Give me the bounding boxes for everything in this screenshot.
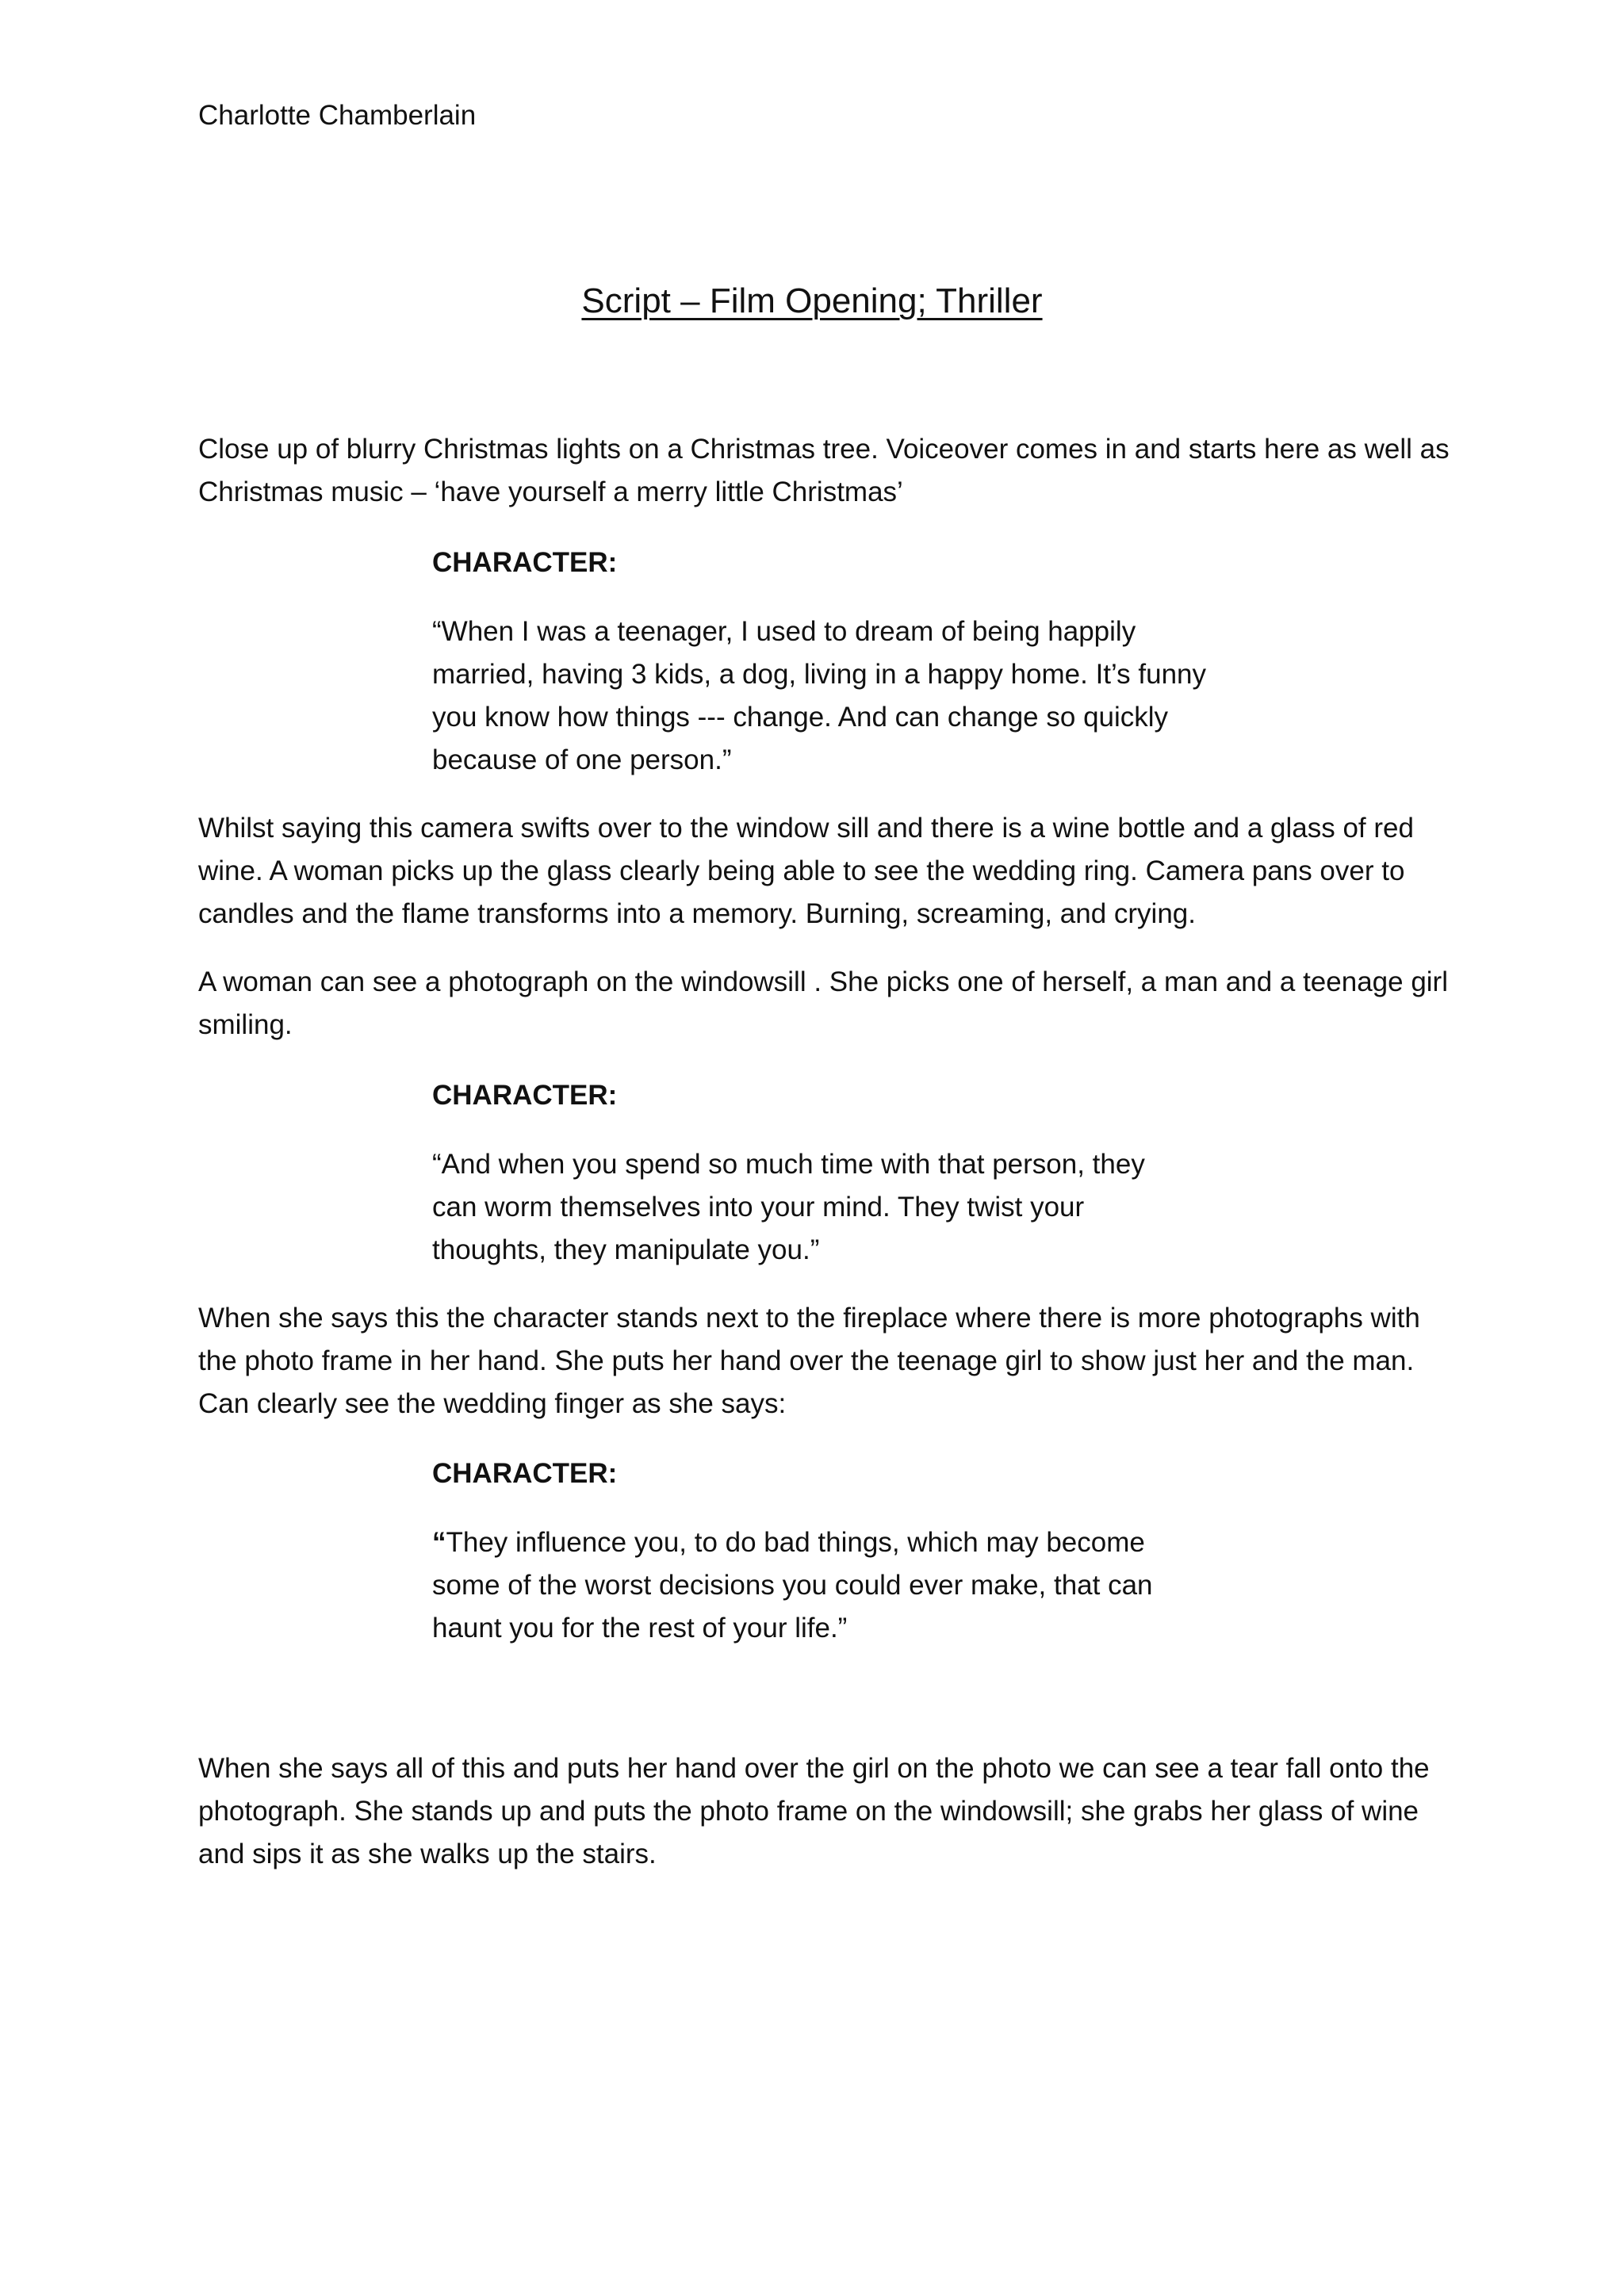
text-line: When she says this the character stands next to the fireplace where there is more photographs with (198, 1303, 1420, 1334)
dialogue-line: haunt you for the rest of your life.” (432, 1613, 848, 1644)
dialogue-line: you know how things --- change. And can change so quickly (432, 702, 1169, 733)
text-line: photograph. She stands up and puts the photo frame on the windowsill; she grabs her glass of wine (198, 1796, 1419, 1827)
text-line: wine. A woman picks up the glass clearly being able to see the wedding ring. Camera pans over to (198, 855, 1405, 886)
dialogue-block-3 (432, 1521, 1225, 1650)
action-paragraph-1 (198, 428, 1451, 514)
text-line: and sips it as she walks up the stairs. (198, 1839, 657, 1869)
dialogue-line: because of one person.” (432, 744, 732, 775)
text-line: Whilst saying this camera swifts over to the window sill and there is a wine bottle and a glass of red (198, 813, 1414, 844)
dialogue-line: “When I was a teenager, I used to dream of being happily (432, 616, 1136, 647)
dialogue-block-2 (432, 1143, 1225, 1272)
dialogue-block-1 (432, 610, 1225, 782)
dialogue-line: “And when you spend so much time with that person, they (432, 1149, 1145, 1180)
character-heading-2: CHARACTER: (432, 1080, 618, 1111)
text-line: Can clearly see the wedding finger as she says: (198, 1388, 787, 1419)
character-heading-3: CHARACTER: (432, 1458, 618, 1489)
opening-quote-mark: “ (432, 1527, 446, 1558)
dialogue-line: married, having 3 kids, a dog, living in a happy home. It’s funny (432, 659, 1207, 690)
page-title (0, 279, 1624, 323)
character-heading-1: CHARACTER: (432, 547, 618, 578)
text-line: Close up of blurry Christmas lights on a Christmas tree. Voiceover comes in and starts here as well as (198, 434, 1450, 465)
text-line: the photo frame in her hand. She puts her hand over the teenage girl to show just her and the man. (198, 1345, 1415, 1376)
action-paragraph-5 (198, 1747, 1451, 1876)
text-line: Christmas music – ‘have yourself a merry little Christmas’ (198, 476, 903, 507)
action-paragraph-3 (198, 961, 1451, 1047)
dialogue-line: can worm themselves into your mind. They twist your (432, 1192, 1085, 1223)
author-name: Charlotte Chamberlain (198, 100, 477, 131)
text-line: candles and the flame transforms into a memory. Burning, screaming, and crying. (198, 898, 1196, 929)
text-line: smiling. (198, 1009, 293, 1040)
text-line: A woman can see a photograph on the windowsill . She picks one of herself, a man and a teenage girl (198, 966, 1448, 997)
action-paragraph-2 (198, 807, 1451, 936)
action-paragraph-4 (198, 1297, 1451, 1425)
text-line: When she says all of this and puts her hand over the girl on the photo we can see a tear fall onto the (198, 1753, 1430, 1784)
dialogue-line: thoughts, they manipulate you.” (432, 1234, 820, 1265)
page-title-text: Script – Film Opening; Thriller (581, 281, 1043, 320)
dialogue-line-text: They influence you, to do bad things, which may become (446, 1527, 1145, 1558)
dialogue-line: some of the worst decisions you could ever make, that can (432, 1570, 1153, 1601)
dialogue-line (432, 1521, 1225, 1564)
